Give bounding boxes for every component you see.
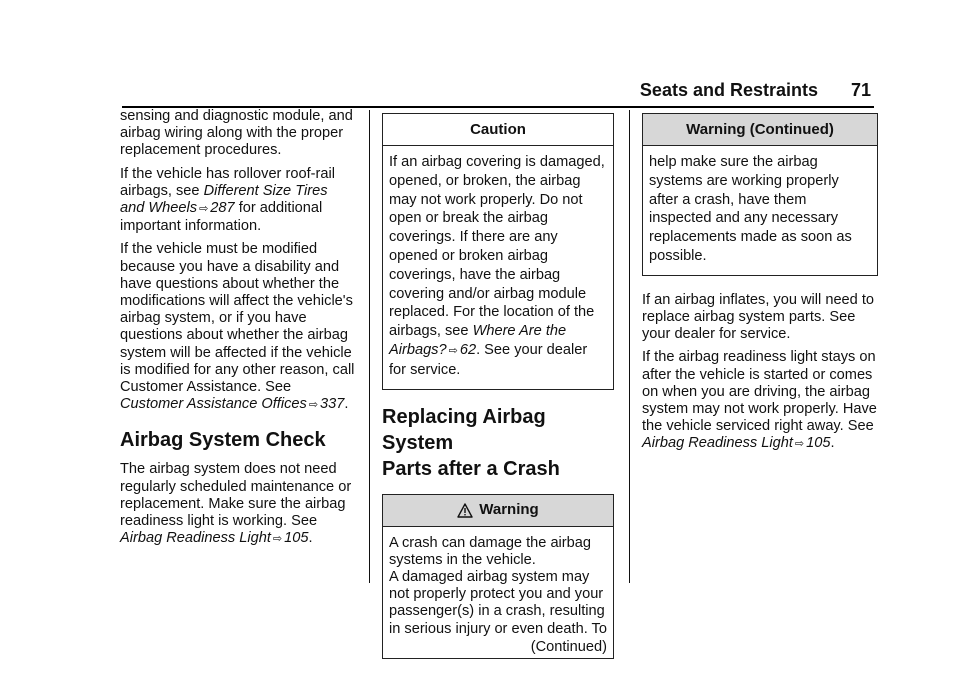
text-line: passenger(s) in a crash, resulting bbox=[389, 603, 605, 620]
text-line: systems in the vehicle. bbox=[389, 551, 536, 568]
page-ref[interactable]: 105 bbox=[806, 435, 831, 452]
warning-title: Warning bbox=[479, 501, 539, 519]
column-divider-1 bbox=[369, 110, 370, 583]
xref-link[interactable]: Different Size Tires bbox=[203, 182, 328, 199]
xref-link[interactable]: Airbag Readiness Light bbox=[120, 530, 271, 547]
text-line: after the vehicle is started or comes bbox=[642, 366, 873, 383]
text-line: readiness light is working. See bbox=[120, 513, 318, 530]
warning-continued-box bbox=[642, 113, 878, 276]
warning-body bbox=[383, 527, 613, 658]
text-line: If an airbag inflates, you will need to bbox=[642, 291, 875, 308]
text-line: may not work properly. Do not bbox=[389, 191, 583, 208]
page-header bbox=[122, 80, 874, 106]
xref-link[interactable]: Customer Assistance Offices bbox=[120, 396, 307, 413]
page-ref[interactable]: 337 bbox=[320, 396, 345, 413]
text-line: coverings, have the airbag bbox=[389, 266, 561, 283]
warning-header bbox=[383, 495, 613, 527]
text-line: opened or broken airbag bbox=[389, 247, 549, 264]
warning-continued-title: Warning (Continued) bbox=[643, 114, 877, 146]
section-heading: Airbag System Check bbox=[120, 429, 326, 452]
text: . bbox=[308, 530, 313, 547]
caution-box bbox=[382, 113, 614, 390]
text-line: replacement procedures. bbox=[120, 142, 282, 159]
xref-link[interactable]: Where Are the bbox=[472, 323, 567, 340]
column-divider-2 bbox=[629, 110, 630, 583]
text-line: your dealer for service. bbox=[642, 326, 791, 343]
text-line bbox=[120, 200, 360, 218]
warning-triangle-icon bbox=[457, 503, 473, 518]
text-line: because you have a disability and bbox=[120, 258, 340, 275]
text-line: important information. bbox=[120, 218, 262, 235]
heading-line: Replacing Airbag System bbox=[382, 405, 546, 454]
paragraph bbox=[120, 108, 360, 160]
text-line: regularly scheduled maintenance or bbox=[120, 478, 352, 495]
text: airbags, see bbox=[389, 323, 473, 340]
paragraph bbox=[120, 461, 360, 548]
text-line: on when you are driving, the airbag bbox=[642, 383, 870, 400]
text-line: possible. bbox=[649, 247, 707, 264]
text: for additional bbox=[234, 200, 323, 217]
text-line bbox=[120, 183, 360, 200]
text-line: system will be affected if the vehicle bbox=[120, 344, 352, 361]
text-line: have questions about whether the bbox=[120, 275, 340, 292]
text-line: help make sure the airbag bbox=[649, 154, 818, 170]
paragraph bbox=[642, 292, 878, 344]
text-line: open or break the airbag bbox=[389, 210, 549, 227]
text-line: opened, or broken, the airbag bbox=[389, 172, 581, 189]
text: . bbox=[830, 435, 835, 452]
text-line: is modified for any other reason, call bbox=[120, 361, 355, 378]
text-line: replaced. For the location of the bbox=[389, 304, 595, 321]
column-1 bbox=[120, 108, 360, 554]
section-title: Seats and Restraints bbox=[639, 80, 818, 100]
text-line: The airbag system does not need bbox=[120, 461, 337, 478]
text-line: covering and/or airbag module bbox=[389, 285, 587, 302]
text-line: in serious injury or even death. To bbox=[389, 620, 607, 637]
page-ref[interactable]: 62 bbox=[459, 341, 477, 358]
text-line: after a crash, have them bbox=[649, 191, 807, 208]
text-line: replacements made as soon as bbox=[649, 229, 852, 246]
text: . See your dealer bbox=[476, 341, 588, 358]
section-heading bbox=[382, 404, 614, 482]
right-arrow-icon: ⇨ bbox=[308, 399, 319, 412]
right-arrow-icon: ⇨ bbox=[794, 438, 805, 451]
page-ref[interactable]: 287 bbox=[210, 200, 235, 217]
text-line: not properly protect you and your bbox=[389, 586, 604, 603]
text-line: questions about whether the airbag bbox=[120, 327, 348, 344]
text-line bbox=[642, 435, 878, 453]
text-line: modifications will affect the vehicle's bbox=[120, 293, 353, 310]
warning-continued-body bbox=[643, 146, 877, 275]
text-line: for service. bbox=[389, 361, 461, 378]
right-arrow-icon: ⇨ bbox=[199, 203, 209, 216]
text-line bbox=[120, 530, 360, 548]
xref-link[interactable]: Airbags? bbox=[389, 341, 447, 358]
continued-note: (Continued) bbox=[530, 638, 607, 655]
text-line: system may not work properly. Have bbox=[642, 401, 877, 417]
text-line: the vehicle serviced right away. See bbox=[642, 418, 874, 435]
heading-line: Parts after a Crash bbox=[382, 457, 560, 480]
column-2 bbox=[382, 113, 614, 659]
text-line: If the vehicle must be modified bbox=[120, 241, 318, 258]
text-line: airbag system, or if you have bbox=[120, 310, 307, 327]
page-ref[interactable]: 105 bbox=[284, 530, 309, 547]
caution-title: Caution bbox=[383, 114, 613, 146]
xref-link[interactable]: and Wheels bbox=[120, 200, 198, 217]
right-arrow-icon: ⇨ bbox=[272, 533, 283, 546]
paragraph bbox=[120, 166, 360, 236]
text-line: sensing and diagnostic module, and bbox=[120, 108, 353, 124]
text-line: If an airbag covering is damaged, bbox=[389, 154, 605, 170]
caution-body bbox=[383, 146, 613, 389]
text: airbags, see bbox=[120, 182, 204, 199]
text-line: airbag wiring along with the proper bbox=[120, 125, 344, 142]
paragraph bbox=[642, 349, 878, 453]
text-line bbox=[120, 396, 360, 414]
right-arrow-icon: ⇨ bbox=[448, 344, 458, 357]
text: . bbox=[344, 396, 349, 413]
page-number: 71 bbox=[850, 80, 871, 100]
column-3 bbox=[642, 113, 878, 460]
text-line: replacement. Make sure the airbag bbox=[120, 495, 346, 512]
text-line: A damaged airbag system may bbox=[389, 568, 590, 585]
text-line: If the airbag readiness light stays on bbox=[642, 349, 876, 366]
text-line: replace airbag system parts. See bbox=[642, 308, 856, 325]
text-line bbox=[389, 323, 607, 340]
text-line bbox=[389, 342, 607, 360]
text-line: Customer Assistance. See bbox=[120, 379, 292, 396]
text-line: systems are working properly bbox=[649, 172, 839, 189]
text-line: coverings. If there are any bbox=[389, 229, 558, 246]
warning-box bbox=[382, 494, 614, 659]
xref-link[interactable]: Airbag Readiness Light bbox=[642, 435, 793, 452]
text-line: A crash can damage the airbag bbox=[389, 534, 592, 551]
text-line: If the vehicle has rollover roof-rail bbox=[120, 165, 335, 182]
text-line: inspected and any necessary bbox=[649, 210, 839, 227]
paragraph bbox=[120, 241, 360, 414]
